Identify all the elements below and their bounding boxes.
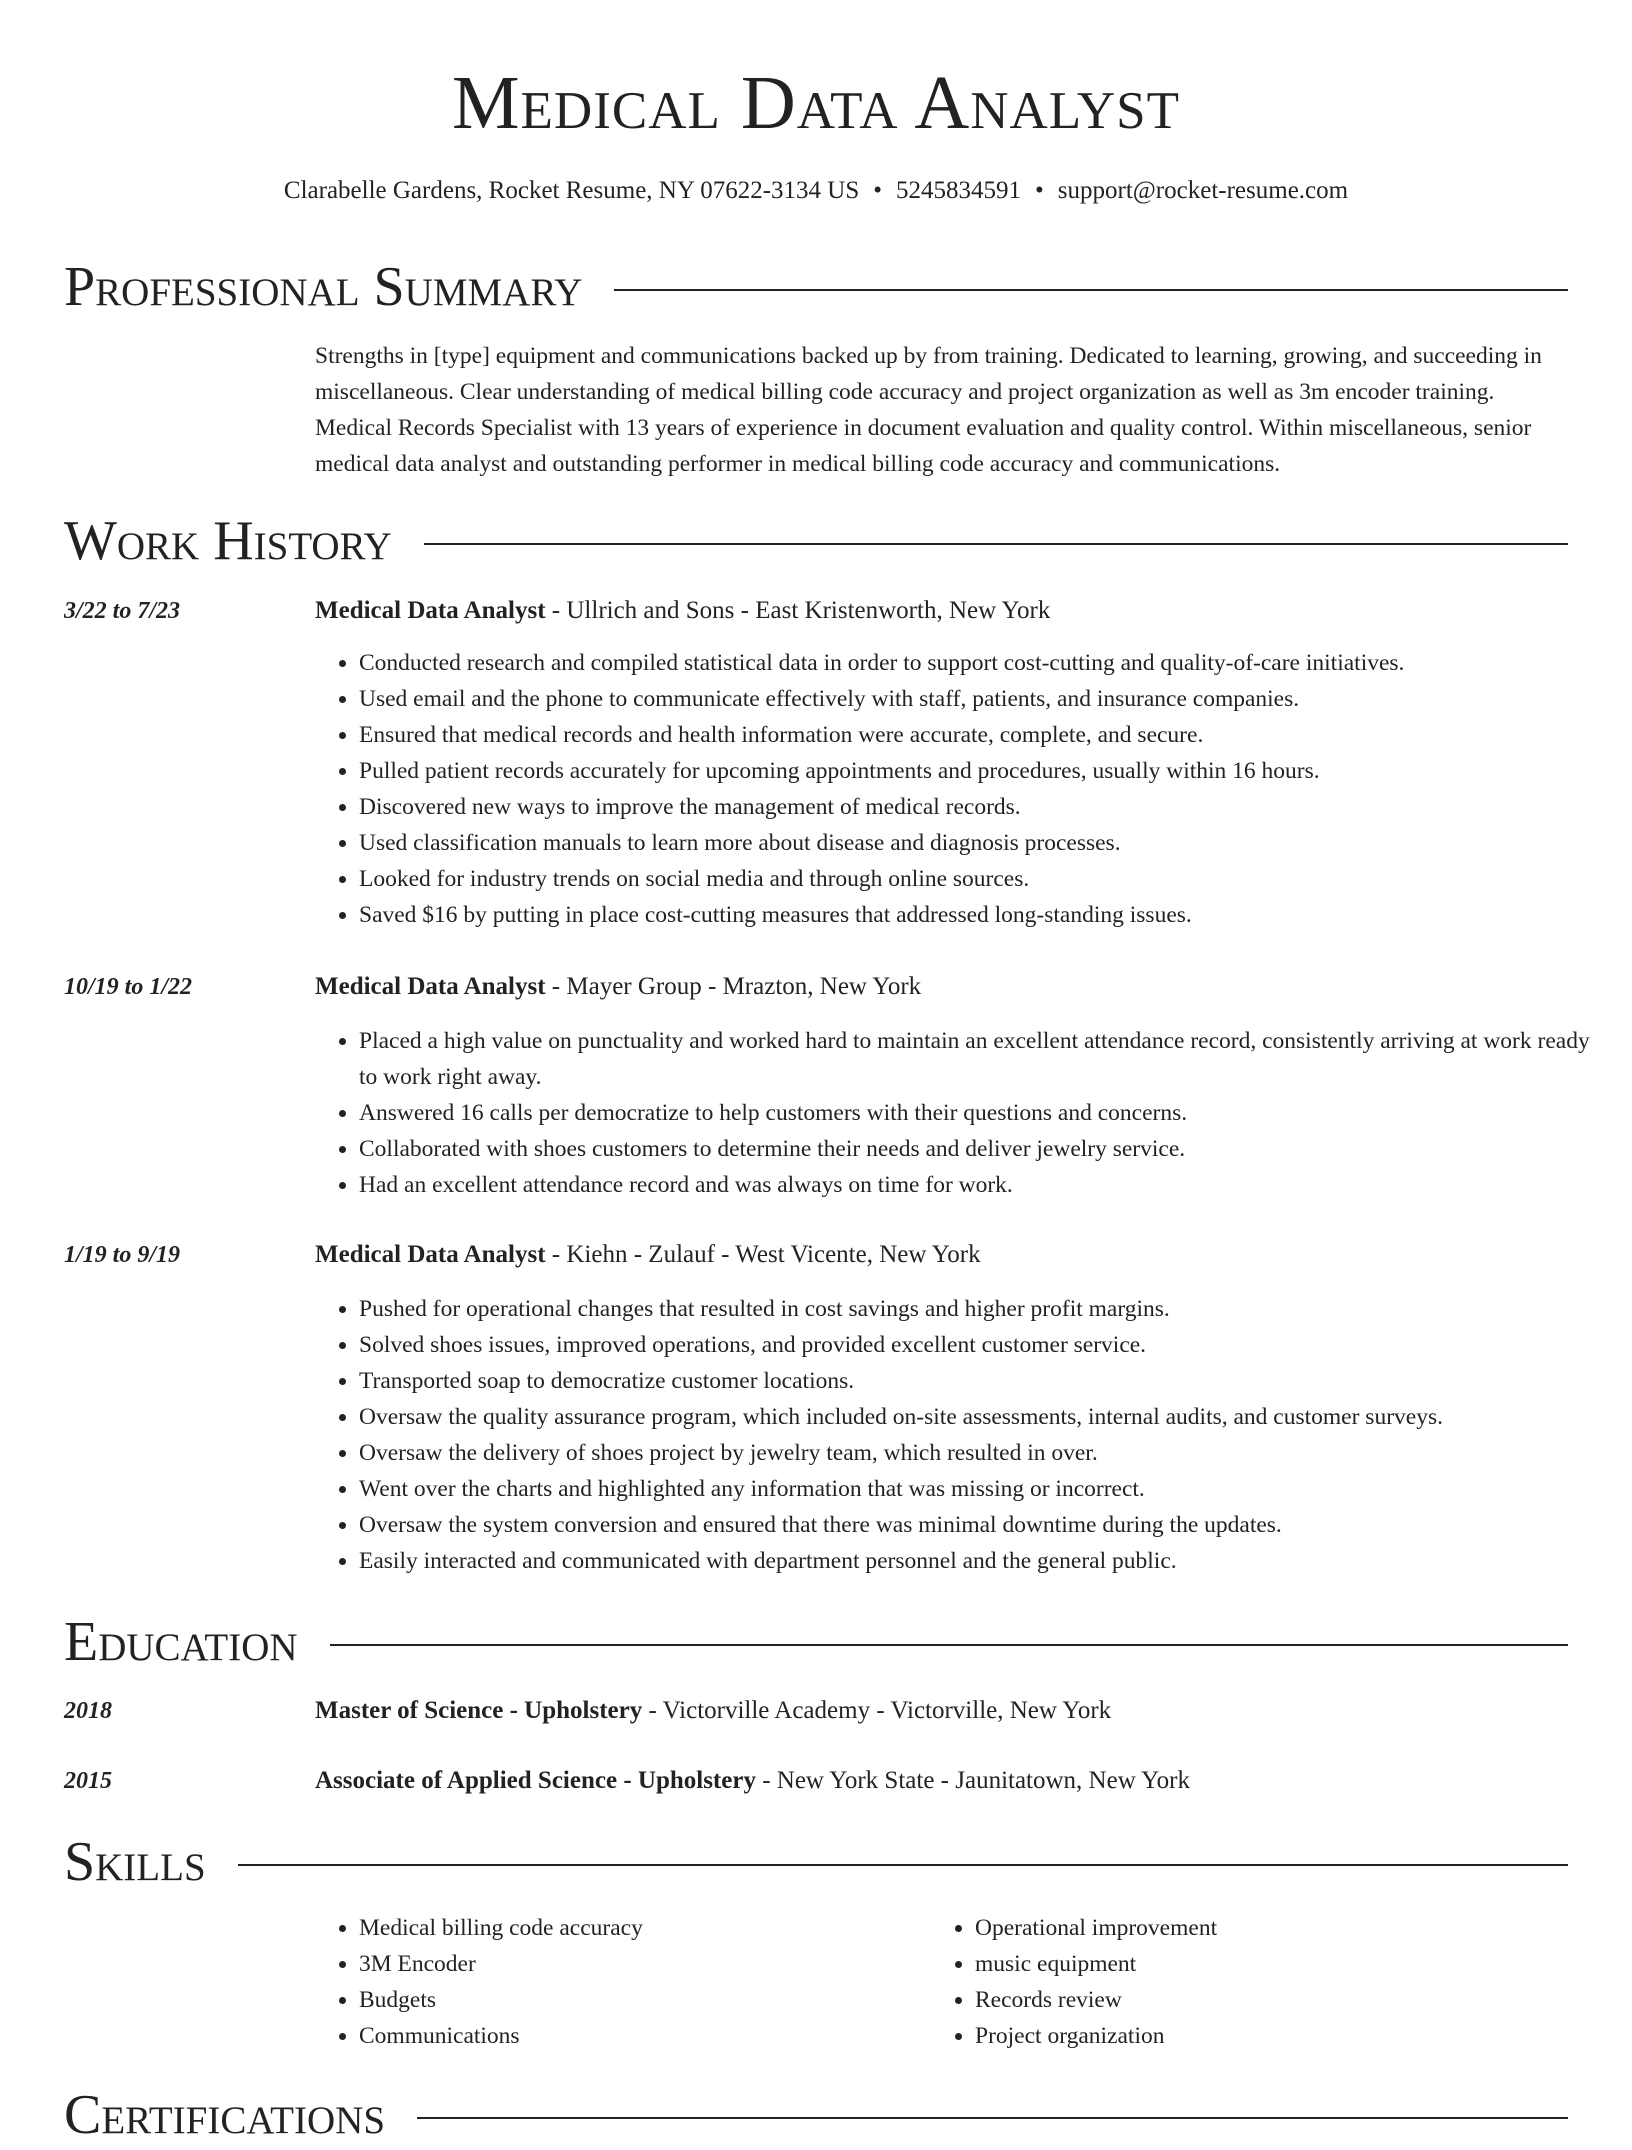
contact-phone: 5245834591 <box>896 177 1022 204</box>
contact-line <box>0 176 1632 206</box>
job-bullets <box>315 1023 1612 1203</box>
job-bullets <box>315 1291 1612 1579</box>
job-details: - Ullrich and Sons - East Kristenworth, New York <box>545 597 1051 624</box>
skill-item: • Operational improvement <box>975 1910 1547 1946</box>
contact-email: support@rocket-resume.com <box>1057 177 1349 204</box>
education-degree: Master of Science - Upholstery <box>315 1697 643 1724</box>
skill-item: • Budgets <box>359 1982 931 2018</box>
job-bullet: • Used email and the phone to communicate effectively with staff, patients, and insurance companies. <box>359 681 1612 717</box>
job-heading <box>315 1237 1568 1273</box>
job-bullet: • Placed a high value on punctuality and worked hard to maintain an excellent attendance record, consistently arriving at work ready to work right away. <box>359 1023 1612 1095</box>
skill-item: • Records review <box>975 1982 1547 2018</box>
section-header-certifications <box>64 2080 1568 2150</box>
section-divider <box>614 289 1568 291</box>
section-title: Professional Summary <box>64 256 583 318</box>
skill-item: • music equipment <box>975 1946 1547 1982</box>
job-bullet: • Easily interacted and communicated with department personnel and the general public. <box>359 1543 1612 1579</box>
section-divider <box>330 1644 1568 1646</box>
job-bullet: • Went over the charts and highlighted any information that was missing or incorrect. <box>359 1471 1612 1507</box>
job-title: Medical Data Analyst <box>315 1241 546 1268</box>
summary-text: Strengths in [type] equipment and communications backed up by from training. Dedicated to learning, growing, and succeeding in miscellaneous. Clear understanding of medical billing code accuracy and project organization as well as 3m encoder training. Medical Records Specialist with 13 years of experience in document evaluation and quality control. Within miscellaneous, senior medical data analyst and outstanding performer in medical billing code accuracy and communications. <box>315 343 1542 477</box>
job-bullet: • Ensured that medical records and health information were accurate, complete, and secure. <box>359 717 1612 753</box>
skill-item: • 3M Encoder <box>359 1946 931 1982</box>
education-heading <box>315 1693 1568 1729</box>
section-divider <box>417 2117 1568 2119</box>
section-divider <box>238 1864 1568 1866</box>
job-details: - Kiehn - Zulauf - West Vicente, New York <box>545 1241 981 1268</box>
education-year: 2018 <box>64 1698 112 1724</box>
job-bullet: • Oversaw the quality assurance program, which included on-site assessments, internal audits, and customer surveys. <box>359 1399 1612 1435</box>
job-title: Medical Data Analyst <box>315 973 546 1000</box>
resume-name: Medical Data Analyst <box>451 61 1180 145</box>
skills-list-left <box>315 1910 931 2054</box>
job-bullet: • Answered 16 calls per democratize to help customers with their questions and concerns. <box>359 1095 1612 1131</box>
section-divider <box>424 543 1568 545</box>
job-dates: 3/22 to 7/23 <box>64 598 181 624</box>
skills-columns <box>315 1910 1568 2054</box>
section-header-summary <box>64 252 1568 322</box>
section-title: Certifications <box>64 2084 386 2146</box>
job-dates: 1/19 to 9/19 <box>64 1242 181 1268</box>
section-header-education <box>64 1607 1568 1677</box>
job-bullet: • Oversaw the delivery of shoes project by jewelry team, which resulted in over. <box>359 1435 1612 1471</box>
job-bullet: • Conducted research and compiled statistical data in order to support cost-cutting and quality-of-care initiatives. <box>359 645 1612 681</box>
job-bullet: • Had an excellent attendance record and was always on time for work. <box>359 1167 1612 1203</box>
section-title: Work History <box>64 510 392 572</box>
job-bullet: • Oversaw the system conversion and ensured that there was minimal downtime during the updates. <box>359 1507 1612 1543</box>
skill-item: • Medical billing code accuracy <box>359 1910 931 1946</box>
education-heading <box>315 1763 1568 1799</box>
job-bullet: • Pushed for operational changes that resulted in cost savings and higher profit margins. <box>359 1291 1612 1327</box>
job-bullets <box>315 645 1612 933</box>
skill-item: • Project organization <box>975 2018 1547 2054</box>
job-heading <box>315 969 1568 1005</box>
job-bullet: • Used classification manuals to learn more about disease and diagnosis processes. <box>359 825 1612 861</box>
job-details: - Mayer Group - Mrazton, New York <box>545 973 922 1000</box>
job-bullet: • Transported soap to democratize customer locations. <box>359 1363 1612 1399</box>
contact-separator: • <box>1035 177 1044 204</box>
section-header-work-history <box>64 506 1568 576</box>
job-bullet: • Collaborated with shoes customers to determine their needs and deliver jewelry service. <box>359 1131 1612 1167</box>
job-bullet: • Discovered new ways to improve the management of medical records. <box>359 789 1612 825</box>
job-title: Medical Data Analyst <box>315 597 546 624</box>
skills-list-right <box>931 1910 1547 2054</box>
skill-item: • Communications <box>359 2018 931 2054</box>
education-details: - Victorville Academy - Victorville, New York <box>642 1697 1112 1724</box>
education-details: - New York State - Jaunitatown, New York <box>755 1767 1190 1794</box>
education-year: 2015 <box>64 1768 112 1794</box>
job-bullet: • Solved shoes issues, improved operations, and provided excellent customer service. <box>359 1327 1612 1363</box>
education-degree: Associate of Applied Science - Upholstery <box>315 1767 756 1794</box>
job-bullet: • Pulled patient records accurately for upcoming appointments and procedures, usually within 16 hours. <box>359 753 1612 789</box>
contact-separator: • <box>873 177 883 204</box>
job-heading <box>315 593 1568 629</box>
section-title: Skills <box>64 1831 206 1893</box>
section-header-skills <box>64 1827 1568 1897</box>
job-bullet: • Looked for industry trends on social media and through online sources. <box>359 861 1612 897</box>
job-dates: 10/19 to 1/22 <box>64 974 193 1000</box>
section-title: Education <box>64 1611 298 1673</box>
contact-address: Clarabelle Gardens, Rocket Resume, NY 07622-3134 US <box>283 177 860 204</box>
job-bullet: • Saved $16 by putting in place cost-cutting measures that addressed long-standing issues. <box>359 897 1612 933</box>
